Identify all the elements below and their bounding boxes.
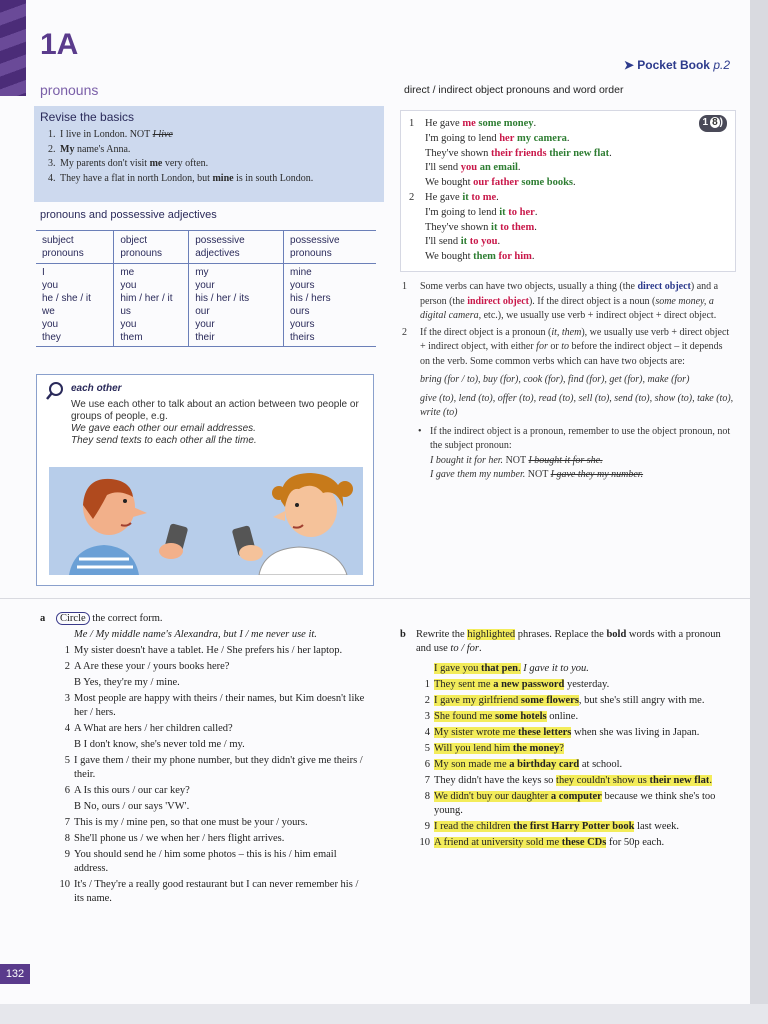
exercise-a-instruction [40, 612, 370, 626]
item-text: last week. [634, 821, 680, 832]
note-italic: it, them [551, 326, 582, 338]
exercise-b-item [400, 694, 734, 708]
table-header: object pronouns [114, 231, 189, 264]
exercise-b-instruction [400, 628, 734, 656]
magnifier-icon [45, 381, 65, 401]
exercise-a-item [40, 676, 370, 690]
divider [0, 598, 750, 599]
item-number: 9 [64, 849, 70, 860]
item-text: Most people are happy with theirs / their names, but Kim doesn't like her / hers. [74, 693, 365, 718]
direct-object: to them [500, 221, 535, 233]
cartoon-illustration [49, 467, 363, 575]
direct-object: to her [508, 206, 535, 218]
example-line [425, 176, 576, 191]
pronoun-table [36, 230, 376, 347]
direct-object: to me [471, 192, 497, 203]
item-text: I gave them / their my phone number, but they didn't give me theirs / their. [74, 755, 363, 780]
revise-bold: mine [212, 172, 234, 184]
item-number: 6 [424, 759, 430, 770]
item-bold: a birthday card [509, 759, 580, 770]
note-term: direct object [637, 281, 691, 292]
revise-bold: My [60, 143, 75, 155]
audio-track-number: 8 [712, 117, 718, 128]
example-line [425, 132, 570, 147]
revise-text: is in south London. [233, 172, 314, 184]
exercise-a-item [40, 848, 370, 876]
revise-text: I live in London. NOT [60, 129, 153, 140]
example-text: . [534, 221, 537, 233]
correct-example: I gave them my number. [430, 469, 526, 480]
instruction-circle-word: Circle [56, 612, 90, 625]
exercise-a-item [40, 738, 370, 752]
unit-tab-stripe [0, 0, 26, 96]
example-line [425, 250, 535, 265]
note-text: NOT [525, 469, 551, 480]
pocket-book-label: Pocket Book [637, 58, 710, 72]
table-header: possessive pronouns [284, 231, 376, 264]
example-number: 2 [409, 192, 415, 203]
indirect-object: you [460, 162, 478, 174]
item-number: 10 [59, 879, 70, 890]
item-highlight: they couldn't show us [556, 775, 650, 786]
item-highlight: They sent me [434, 679, 494, 690]
item-text: yesterday. [564, 679, 610, 690]
indirect-object: her [499, 132, 515, 144]
example-line [425, 117, 536, 132]
note-number: 2 [402, 326, 407, 338]
example-bold: that pen [480, 663, 519, 674]
item-bold: the money [512, 743, 560, 754]
item-number: 6 [64, 785, 70, 796]
instruction-text: . [479, 643, 482, 654]
exercise-b-item [400, 678, 734, 692]
item-highlight: My sister wrote me [434, 727, 518, 738]
indirect-object: their friends [491, 147, 547, 159]
revise-item [58, 157, 384, 172]
note-italic: for [536, 341, 548, 352]
revise-item [58, 143, 384, 158]
exercise-letter: a [40, 613, 46, 624]
exercise-a-item [40, 754, 370, 782]
verbs-for-list: bring (for / to), buy (for), cook (for), find (for), get (for), make (for) [420, 374, 690, 385]
direct-object: an email [479, 162, 518, 174]
each-other-example: They send texts to each other all the time. [71, 435, 257, 446]
revise-text: name's Anna. [74, 143, 131, 155]
instruction-text: words with a pronoun and use [416, 629, 721, 654]
direct-object: some money [478, 118, 534, 129]
example-text: We bought [425, 251, 474, 263]
item-number: 4 [64, 723, 70, 734]
example-text: . [497, 236, 501, 248]
revise-list [34, 128, 384, 186]
exercise-a-item [40, 816, 370, 830]
instruction-text: the correct form. [89, 613, 163, 624]
arrow-icon: ➤ [623, 58, 634, 72]
note-1 [400, 280, 734, 324]
item-highlight: She found me [434, 711, 495, 722]
note-text: or [547, 341, 562, 352]
item-number: 3 [424, 711, 430, 722]
item-bold: some flowers [520, 695, 579, 706]
section-title: pronouns [40, 82, 99, 98]
item-number: 1 [424, 679, 430, 690]
each-other-box [36, 374, 374, 586]
example-text: They've shown [425, 221, 492, 233]
pocket-book-page: p.2 [713, 58, 730, 72]
item-bold: their new flat [649, 775, 710, 786]
item-text: You should send he / him some photos – this is his / him email address. [74, 849, 337, 874]
direct-object: some books [521, 177, 574, 189]
table-column: mine yours his / hers ours yours theirs [290, 267, 331, 343]
note-text: If the indirect object is a pronoun, remember to use the object pronoun, not the subject pronoun: [430, 425, 731, 451]
exercise-a [40, 612, 370, 908]
example-text: He gave [425, 192, 463, 203]
item-number: 10 [419, 837, 430, 848]
right-heading: direct / indirect object pronouns and word order [404, 84, 624, 96]
item-highlight: I gave my girlfriend [434, 695, 521, 706]
revise-text: very often. [162, 158, 209, 169]
example-text: I'm going to lend [425, 132, 500, 144]
indirect-object: it [491, 221, 498, 233]
note-number: 1 [402, 281, 407, 292]
item-number: 5 [424, 743, 430, 754]
example-text: . [496, 192, 499, 203]
page-bottom-edge [0, 1004, 768, 1024]
exercise-letter: b [400, 629, 406, 640]
direct-object: for him [498, 251, 532, 263]
example-answer: I gave it to you. [520, 663, 589, 674]
unit-title: 1A [40, 28, 79, 61]
item-text: My sister doesn't have a tablet. He / She prefers his / her laptop. [74, 645, 343, 656]
indirect-object: it [499, 206, 506, 218]
revise-text: They have a flat in north London, but [60, 172, 213, 184]
item-number: 2 [424, 695, 430, 706]
exercise-a-item [40, 660, 370, 674]
item-number: 9 [424, 821, 430, 832]
note-term: indirect object [467, 295, 529, 307]
item-highlight: . [709, 775, 713, 786]
each-other-example: We gave each other our email addresses. [71, 423, 256, 434]
revise-text: My parents don't visit [60, 158, 150, 169]
indirect-object: it [462, 192, 469, 203]
example-text: . [534, 206, 538, 218]
item-number: 7 [64, 817, 70, 828]
indirect-object: it [460, 236, 468, 248]
indirect-object: me [462, 118, 476, 129]
item-text: A Is this ours / our car key? [74, 785, 190, 796]
exercise-b-example [400, 662, 734, 676]
item-number: 5 [64, 755, 70, 766]
item-highlight: I read the children [434, 821, 514, 832]
wrong-example: I gave they my number. [550, 469, 644, 480]
item-number: 2 [64, 661, 70, 672]
note-text: ), we usually use verb + direct object + indirect object, with either [420, 326, 730, 352]
example-line [425, 206, 537, 221]
item-highlight: ? [559, 743, 564, 754]
revise-item [58, 172, 384, 187]
revise-bold: me [149, 158, 163, 169]
note-bullet [400, 425, 734, 483]
example-text: They've shown [425, 147, 492, 159]
note-italic: some money, a digital camera, [420, 295, 714, 321]
item-text: B I don't know, she's never told me / my. [74, 739, 245, 750]
table-header: possessive adjectives [189, 231, 284, 264]
item-bold: some hotels [494, 711, 547, 722]
grammar-notes [400, 280, 734, 485]
revise-item [58, 128, 384, 143]
table-header: subject pronouns [36, 231, 114, 264]
exercise-a-item [40, 644, 370, 658]
item-text: , but she's still angry with me. [578, 695, 705, 706]
example-text: I'm going to lend [425, 206, 500, 218]
instruction-bold: bold [606, 629, 627, 640]
example-text: He gave [425, 118, 463, 129]
example-highlight: . [518, 663, 521, 674]
instruction-italic: to / for [450, 643, 480, 654]
note-text: ) and a person (the [420, 281, 719, 307]
page-number: 132 [0, 964, 30, 984]
example-line [425, 191, 499, 206]
example-number: 1 [409, 118, 415, 129]
exercise-b-item [400, 726, 734, 740]
item-text: B Yes, they're my / mine. [74, 677, 180, 688]
exercise-b [400, 628, 734, 852]
exercise-b-item [400, 820, 734, 834]
item-highlight: Will you lend him [434, 743, 513, 754]
item-number: 7 [424, 775, 430, 786]
item-bold: these letters [518, 727, 572, 738]
exercise-b-item [400, 742, 734, 756]
item-text: because we think she's too young. [434, 791, 716, 816]
example-line [425, 161, 521, 176]
exercise-a-items [40, 644, 370, 906]
revise-title: Revise the basics [40, 110, 135, 124]
item-bold: a new password [493, 679, 565, 690]
audio-cd-number: 1 [702, 117, 709, 128]
item-text: She'll phone us / we when her / hers flight arrives. [74, 833, 285, 844]
item-text: for 50p each. [606, 837, 665, 848]
revise-strike: I live [152, 129, 173, 140]
note-text: etc.), we usually use verb + indirect object + direct object. [481, 310, 717, 321]
item-text: They didn't have the keys so [434, 775, 557, 786]
item-bold: a computer [550, 791, 602, 802]
direct-object: their new flat [549, 147, 610, 159]
table-column: me you him / her / it us you them [114, 264, 189, 347]
note-text: NOT [503, 454, 529, 466]
note-text: ). If the direct object is a noun ( [528, 295, 656, 307]
example-text: I'll send [425, 236, 461, 248]
exercise-a-item [40, 692, 370, 720]
indirect-object: them [473, 251, 496, 263]
correct-example: I bought it for her. [430, 454, 504, 466]
item-highlight: We didn't buy our daughter [434, 791, 551, 802]
example-line [425, 147, 612, 162]
item-text: This is my / mine pen, so that one must be your / yours. [74, 817, 308, 828]
item-number: 4 [424, 727, 430, 738]
table-column: my your his / her / its our your their [189, 264, 284, 347]
exercise-b-item [400, 836, 734, 850]
note-text: before the indirect object – it depends on the verb. Some common verbs which can have two objects are: [420, 341, 723, 367]
audio-icon: ) [719, 117, 723, 128]
exercise-b-item [400, 710, 734, 724]
pocket-book-ref [624, 58, 730, 72]
direct-object: my camera [517, 132, 567, 144]
direct-object: to you [469, 236, 498, 248]
exercise-a-item [40, 784, 370, 798]
exercise-a-item [40, 878, 370, 906]
example-highlight: I gave you [434, 663, 481, 674]
example-text: . [566, 132, 570, 144]
item-text: at school. [579, 759, 623, 770]
item-number: 3 [64, 693, 70, 704]
example-line [425, 235, 500, 250]
each-other-title: each other [71, 383, 122, 394]
instruction-text: phrases. Replace the [515, 629, 607, 640]
item-text: when she was living in Japan. [571, 727, 700, 738]
item-text: A Are these your / yours books here? [74, 661, 230, 672]
each-other-desc [71, 399, 367, 447]
instruction-text: Rewrite the [416, 629, 468, 640]
note-2 [400, 326, 734, 370]
note-text: Some verbs can have two objects, usually a thing (the [420, 281, 638, 292]
item-bold: these CDs [561, 837, 607, 848]
item-text: online. [546, 711, 579, 722]
note-italic: to [561, 341, 569, 352]
example-line [425, 221, 537, 236]
item-number: 8 [64, 833, 70, 844]
exercise-b-item [400, 758, 734, 772]
examples-box [400, 110, 736, 272]
verbs-to-list: give (to), lend (to), offer (to), read (to), sell (to), send (to), show (to), take (to), write (to) [420, 392, 734, 418]
instruction-highlight: highlighted [467, 629, 516, 640]
table-column: I you he / she / it we you they [36, 264, 114, 347]
item-text: It's / They're a really good restaurant but I can never remember his / its name. [74, 879, 359, 904]
item-bold: the first Harry Potter book [513, 821, 635, 832]
exercise-a-item [40, 722, 370, 736]
indirect-object: our father [473, 177, 519, 189]
audio-track-badge[interactable] [699, 115, 727, 132]
example-text: . [531, 251, 535, 263]
revise-box [34, 106, 384, 202]
item-highlight: My son made me [434, 759, 510, 770]
illustration-two-people-phones [49, 467, 363, 575]
exercise-b-items [400, 678, 734, 850]
exercise-b-item [400, 790, 734, 818]
pron-table-title: pronouns and possessive adjectives [40, 209, 217, 221]
bullet-icon: • [418, 425, 422, 437]
exercise-b-item [400, 774, 734, 788]
exercise-a-item [40, 832, 370, 846]
item-text: B No, ours / our says 'VW'. [74, 801, 190, 812]
page-edge [750, 0, 768, 1024]
exercise-a-item [40, 800, 370, 814]
example-text: I'll send [425, 162, 461, 174]
item-number: 8 [424, 791, 430, 802]
item-text: A What are hers / her children called? [74, 723, 233, 734]
wrong-example: I bought it for she. [528, 454, 603, 466]
example-text: . [573, 177, 576, 189]
example-text: . [533, 118, 537, 129]
item-highlight: A friend at university sold me [434, 837, 562, 848]
example-text: . [517, 162, 521, 174]
exercise-a-example: Me / My middle name's Alexandra, but I / me never use it. [74, 629, 317, 640]
example-text: . [609, 147, 612, 159]
item-number: 1 [64, 645, 70, 656]
note-text: If the direct object is a pronoun ( [420, 326, 552, 338]
example-text: We bought [425, 177, 474, 189]
each-other-text: We use each other to talk about an action between two people or groups of people, e.g. [71, 399, 359, 422]
